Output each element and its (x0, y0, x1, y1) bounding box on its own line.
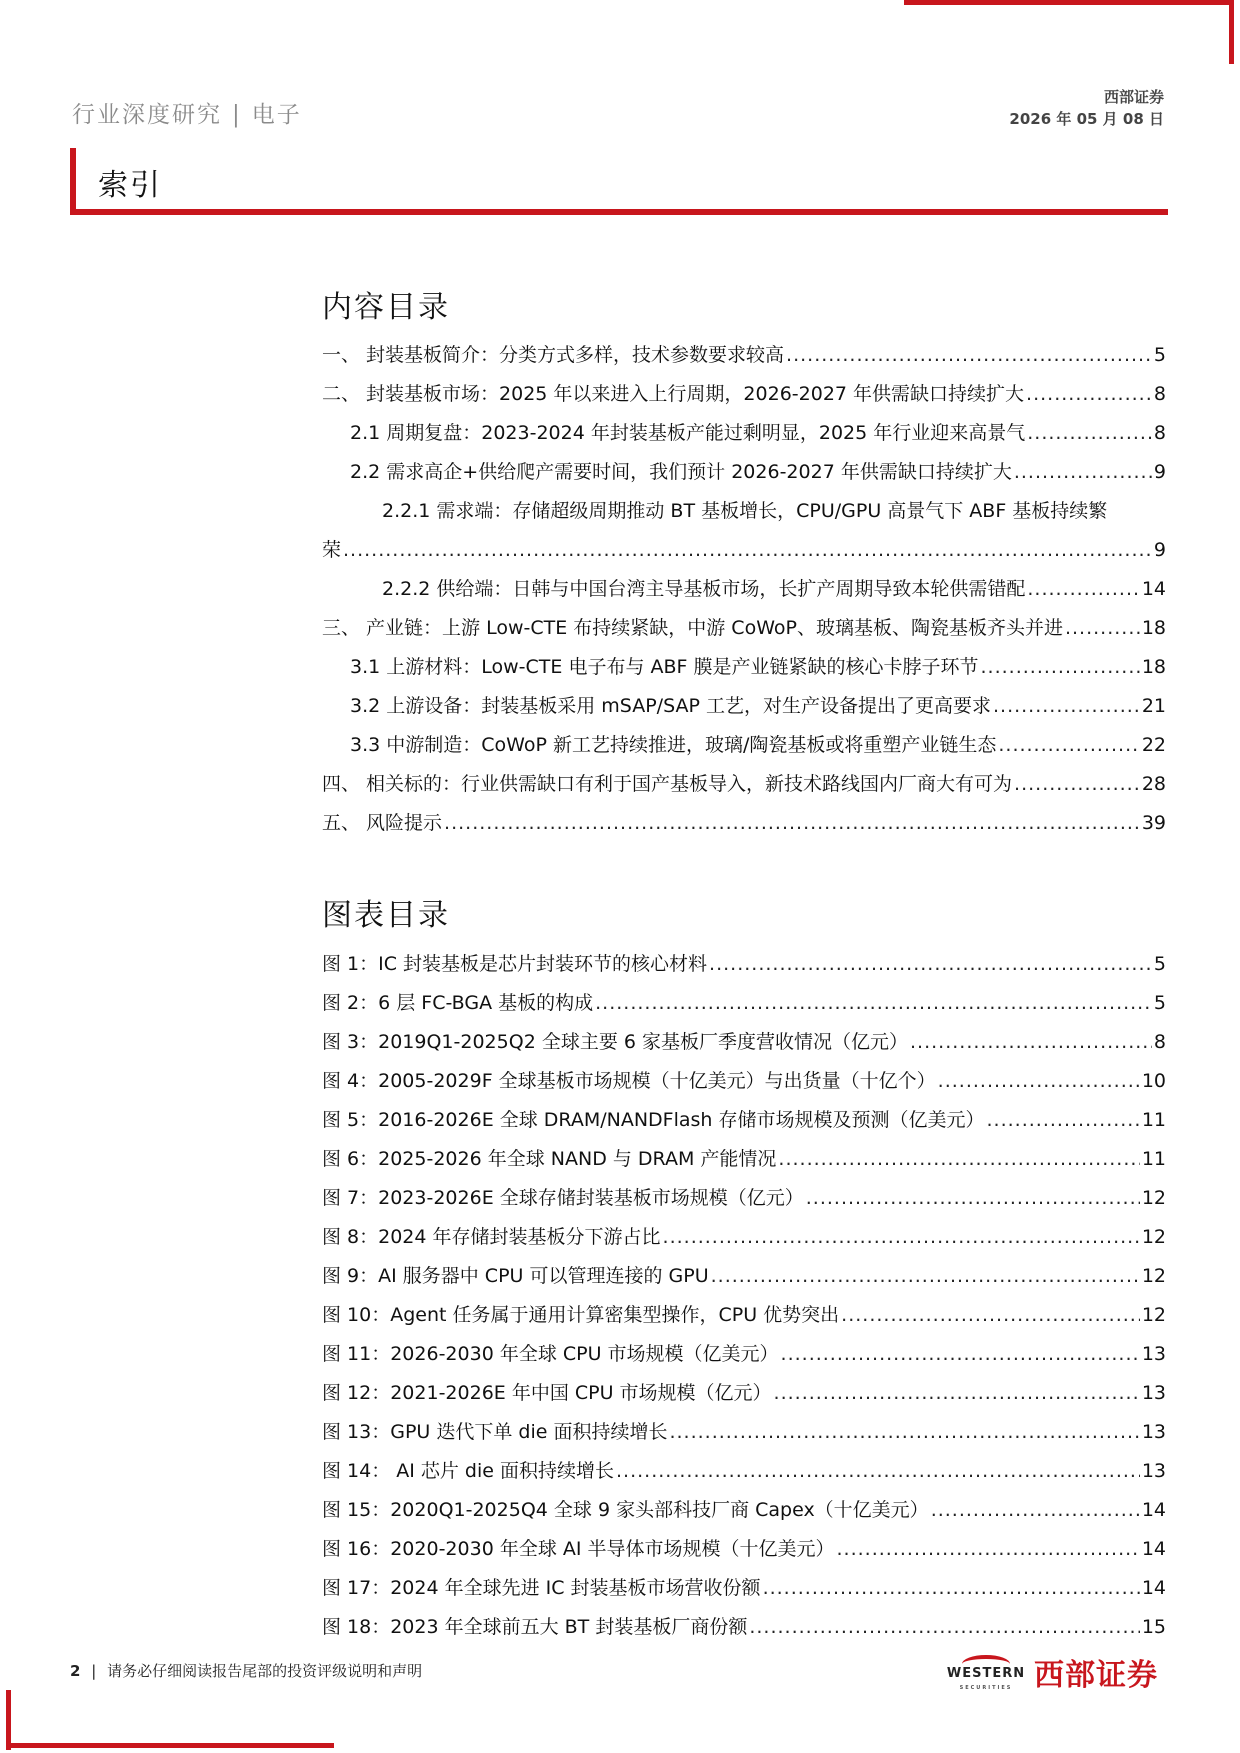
figures-entry-page: 14 (1141, 1577, 1166, 1599)
dot-leader (938, 1062, 1140, 1101)
figures-entry-title: 图 2：6 层 FC-BGA 基板的构成 (322, 992, 594, 1014)
section-title-marker (70, 148, 76, 210)
figures-entry-page: 13 (1141, 1382, 1166, 1404)
dot-leader (1065, 609, 1140, 648)
figures-entry-page: 12 (1141, 1265, 1166, 1287)
figures-list (322, 945, 1166, 1647)
figures-entry-title: 图 5：2016-2026E 全球 DRAM/NANDFlash 存储市场规模及预测（亿美元） (322, 1109, 985, 1131)
figures-entry[interactable] (322, 1179, 1166, 1218)
contents-entry[interactable] (322, 492, 1166, 531)
dot-leader (343, 531, 1152, 570)
contents-entry-title: 三、 产业链：上游 Low-CTE 布持续紧缺，中游 CoWoP、玻璃基板、陶瓷基板齐头并进 (322, 617, 1063, 639)
figures-entry[interactable] (322, 1374, 1166, 1413)
figures-entry[interactable] (322, 1023, 1166, 1062)
report-type: 行业深度研究 (72, 102, 222, 128)
figures-entry-page: 10 (1141, 1070, 1166, 1092)
dot-leader (774, 1374, 1140, 1413)
figures-entry-page: 12 (1141, 1187, 1166, 1209)
contents-entry-title: 二、 封装基板市场：2025 年以来进入上行周期，2026-2027 年供需缺口持续扩大 (322, 383, 1025, 405)
contents-entry-page: 28 (1141, 773, 1166, 795)
contents-entry[interactable] (322, 687, 1166, 726)
dot-leader (931, 1491, 1140, 1530)
figures-entry-title: 图 1：IC 封装基板是芯片封装环节的核心材料 (322, 953, 708, 975)
dot-leader (910, 1023, 1152, 1062)
contents-entry-title: 2.2.2 供给端：日韩与中国台湾主导基板市场，长扩产周期导致本轮供需错配 (382, 578, 1026, 600)
contents-entry-title: 荣 (322, 539, 342, 561)
figures-entry-page: 12 (1141, 1304, 1166, 1326)
figures-entry-title: 图 16：2020-2030 年全球 AI 半导体市场规模（十亿美元） (322, 1538, 835, 1560)
logo-chinese: 西部证券 (1034, 1658, 1158, 1693)
dot-leader (778, 1140, 1139, 1179)
dot-leader (616, 1452, 1140, 1491)
contents-entry-page: 18 (1141, 656, 1166, 678)
disclaimer-text: 请务必仔细阅读报告尾部的投资评级说明和声明 (107, 1662, 423, 1680)
dot-leader (1026, 375, 1152, 414)
page-number: 2 (70, 1662, 81, 1680)
figures-entry-title: 图 3：2019Q1-2025Q2 全球主要 6 家基板厂季度营收情况（亿元） (322, 1031, 908, 1053)
figures-entry[interactable] (322, 1062, 1166, 1101)
dot-leader (806, 1179, 1140, 1218)
contents-entry[interactable] (322, 765, 1166, 804)
contents-entry-title: 四、 相关标的：行业供需缺口有利于国产基板导入，新技术路线国内厂商大有可为 (322, 773, 1013, 795)
bottom-left-frame-v (6, 1690, 11, 1750)
figures-entry-page: 14 (1141, 1499, 1166, 1521)
figures-entry-page: 12 (1141, 1226, 1166, 1248)
contents-entry-page: 8 (1153, 383, 1166, 405)
figures-entry[interactable] (322, 1335, 1166, 1374)
section-title-rule (70, 209, 1168, 215)
figures-entry-title: 图 10：Agent 任务属于通用计算密集型操作，CPU 优势突出 (322, 1304, 840, 1326)
figures-entry[interactable] (322, 1491, 1166, 1530)
top-right-frame-h (904, 0, 1234, 5)
dot-leader (663, 1218, 1140, 1257)
figures-entry[interactable] (322, 984, 1166, 1023)
contents-entry[interactable] (322, 609, 1166, 648)
figures-entry-title: 图 14： AI 芯片 die 面积持续增长 (322, 1460, 615, 1482)
footer-notice (70, 1660, 422, 1681)
figures-entry[interactable] (322, 1257, 1166, 1296)
contents-entry-page: 8 (1153, 422, 1166, 444)
contents-entry-page: 22 (1141, 734, 1166, 756)
contents-entry-page: 39 (1141, 812, 1166, 834)
contents-entry-title: 3.2 上游设备：封装基板采用 mSAP/SAP 工艺，对生产设备提出了更高要求 (350, 695, 991, 717)
contents-entry[interactable] (322, 648, 1166, 687)
header-category (72, 96, 302, 129)
figures-entry-title: 图 13：GPU 迭代下单 die 面积持续增长 (322, 1421, 668, 1443)
contents-entry[interactable] (322, 375, 1166, 414)
figures-entry-title: 图 8：2024 年存储封装基板分下游占比 (322, 1226, 661, 1248)
figures-entry[interactable] (322, 1218, 1166, 1257)
contents-entry[interactable] (322, 570, 1166, 609)
figures-entry-page: 5 (1153, 992, 1166, 1014)
firm-logo (944, 1650, 1158, 1694)
header-divider: | (232, 102, 242, 128)
dot-leader (1027, 414, 1152, 453)
contents-entry-title: 3.3 中游制造：CoWoP 新工艺持续推进，玻璃/陶瓷基板或将重塑产业链生态 (350, 734, 997, 756)
contents-entry[interactable] (322, 453, 1166, 492)
top-right-frame-v (1229, 0, 1234, 64)
contents-entry-title: 一、 封装基板简介：分类方式多样，技术参数要求较高 (322, 344, 785, 366)
figures-entry[interactable] (322, 1296, 1166, 1335)
report-sector: 电子 (251, 102, 302, 128)
dot-leader (1014, 453, 1152, 492)
figures-entry-page: 13 (1141, 1343, 1166, 1365)
contents-entry[interactable] (322, 726, 1166, 765)
figures-entry-title: 图 9：AI 服务器中 CPU 可以管理连接的 GPU (322, 1265, 709, 1287)
figures-entry[interactable] (322, 1608, 1166, 1647)
dot-leader (993, 687, 1140, 726)
dot-leader (669, 1413, 1139, 1452)
dot-leader (837, 1530, 1140, 1569)
bottom-left-frame-h (6, 1743, 334, 1748)
dot-leader (841, 1296, 1140, 1335)
contents-entry-title: 2.2.1 需求端：存储超级周期推动 BT 基板增长，CPU/GPU 高景气下 ABF 基板持续繁 (382, 500, 1108, 522)
dot-leader (595, 984, 1152, 1023)
dot-leader (1014, 765, 1140, 804)
figures-entry-title: 图 6：2025-2026 年全球 NAND 与 DRAM 产能情况 (322, 1148, 777, 1170)
dot-leader (711, 1257, 1140, 1296)
figures-entry-title: 图 18：2023 年全球前五大 BT 封装基板厂商份额 (322, 1616, 748, 1638)
contents-entry-page: 9 (1153, 461, 1166, 483)
figures-entry-title: 图 17：2024 年全球先进 IC 封装基板市场营收份额 (322, 1577, 761, 1599)
contents-entry-page: 14 (1141, 578, 1166, 600)
figures-entry[interactable] (322, 1413, 1166, 1452)
dot-leader (981, 648, 1140, 687)
firm-name: 西部证券 (1103, 88, 1164, 106)
figures-entry-title: 图 15：2020Q1-2025Q4 全球 9 家头部科技厂商 Capex（十亿美元） (322, 1499, 929, 1521)
figures-entry[interactable] (322, 1452, 1166, 1491)
figures-heading: 图表目录 (322, 898, 450, 933)
figures-entry-page: 11 (1141, 1109, 1166, 1131)
figures-entry-page: 13 (1141, 1421, 1166, 1443)
figures-entry[interactable] (322, 1101, 1166, 1140)
figures-entry-title: 图 4：2005-2029F 全球基板市场规模（十亿美元）与出货量（十亿个） (322, 1070, 936, 1092)
figures-entry[interactable] (322, 1530, 1166, 1569)
dot-leader (1027, 570, 1139, 609)
contents-entry-page: 18 (1141, 617, 1166, 639)
figures-entry-title: 图 12：2021-2026E 年中国 CPU 市场规模（亿元） (322, 1382, 772, 1404)
contents-entry-title: 2.1 周期复盘：2023-2024 年封装基板产能过剩明显，2025 年行业迎来高景气 (350, 422, 1026, 444)
contents-entry-title: 2.2 需求高企+供给爬产需要时间，我们预计 2026-2027 年供需缺口持续扩大 (350, 461, 1012, 483)
figures-entry-page: 15 (1141, 1616, 1166, 1638)
contents-entry[interactable] (322, 336, 1166, 375)
contents-entry-page: 5 (1153, 344, 1166, 366)
dot-leader (998, 726, 1139, 765)
contents-entry[interactable] (322, 804, 1166, 843)
dot-leader (709, 945, 1152, 984)
figures-entry-page: 8 (1153, 1031, 1166, 1053)
logo-emblem (944, 1655, 1028, 1689)
contents-heading: 内容目录 (322, 290, 450, 325)
contents-entry-page: 9 (1153, 539, 1166, 561)
dot-leader (763, 1569, 1140, 1608)
figures-entry-title: 图 11：2026-2030 年全球 CPU 市场规模（亿美元） (322, 1343, 779, 1365)
figures-entry[interactable] (322, 945, 1166, 984)
contents-list (322, 336, 1166, 843)
footer-separator: | (91, 1662, 97, 1680)
logo-english: WESTERN (946, 1666, 1026, 1681)
figures-entry-page: 5 (1153, 953, 1166, 975)
contents-entry-page: 21 (1141, 695, 1166, 717)
figures-entry-page: 13 (1141, 1460, 1166, 1482)
dot-leader (444, 804, 1140, 843)
dot-leader (781, 1335, 1140, 1374)
header-right (1009, 86, 1164, 130)
section-title: 索引 (98, 168, 162, 203)
figures-entry-page: 11 (1141, 1148, 1166, 1170)
report-date: 2026 年 05 月 08 日 (1009, 110, 1164, 128)
figures-entry[interactable] (322, 1569, 1166, 1608)
figures-entry-page: 14 (1141, 1538, 1166, 1560)
dot-leader (987, 1101, 1140, 1140)
contents-entry[interactable] (322, 414, 1166, 453)
figures-entry-title: 图 7：2023-2026E 全球存储封装基板市场规模（亿元） (322, 1187, 804, 1209)
contents-entry-title: 3.1 上游材料：Low-CTE 电子布与 ABF 膜是产业链紧缺的核心卡脖子环节 (350, 656, 979, 678)
figures-entry[interactable] (322, 1140, 1166, 1179)
dot-leader (749, 1608, 1139, 1647)
dot-leader (786, 336, 1152, 375)
contents-entry-title: 五、 风险提示 (322, 812, 443, 834)
logo-english-sub: SECURITIES (959, 1685, 1013, 1691)
contents-entry[interactable] (322, 531, 1166, 570)
